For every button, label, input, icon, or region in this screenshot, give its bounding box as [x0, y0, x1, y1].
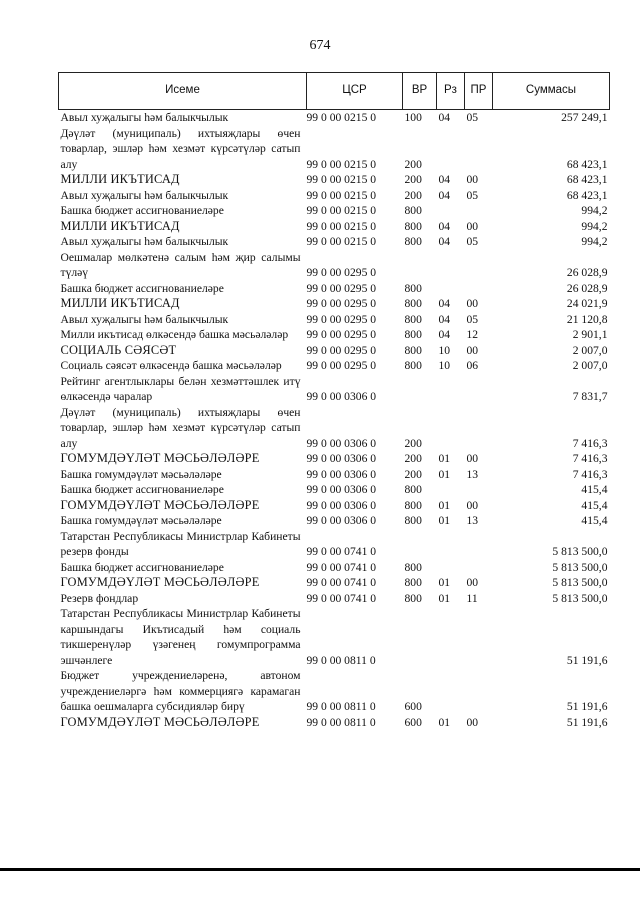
row-sum: 2 901,1 — [572, 328, 608, 341]
table-row — [59, 250, 610, 281]
row-name: Дәүләт (муниципаль) ихтыяҗлары өчен товарлар, эшләр һәм хезмәт күрсәтүләр сатып алу — [60, 405, 301, 450]
row-csr: 99 0 00 0215 0 — [306, 157, 377, 171]
row-csr: 99 0 00 0295 0 — [306, 266, 377, 279]
row-pr — [465, 281, 493, 297]
row-sum: 51 191,6 — [566, 653, 608, 667]
row-rz — [437, 560, 465, 576]
row-pr: 00 — [466, 498, 479, 512]
row-vr: 800 — [404, 359, 422, 372]
row-pr: 13 — [466, 467, 479, 481]
row-vr: 800 — [404, 514, 422, 527]
row-vr: 600 — [404, 700, 422, 713]
table-row — [59, 374, 610, 405]
row-rz: 01 — [438, 514, 451, 527]
row-sum: 7 831,7 — [572, 390, 608, 403]
row-rz — [437, 482, 465, 498]
row-rz: 01 — [438, 715, 451, 729]
row-sum: 68 423,1 — [566, 188, 608, 202]
row-csr: 99 0 00 0215 0 — [306, 204, 377, 217]
row-rz — [437, 668, 465, 715]
row-vr: 800 — [404, 297, 422, 310]
header-vr: ВР — [403, 73, 437, 110]
row-name: Башка гомумдәүләт мәсьәләләре — [60, 514, 222, 527]
row-sum: 51 191,6 — [566, 715, 608, 729]
row-csr: 99 0 00 0741 0 — [306, 591, 377, 605]
row-sum: 51 191,6 — [566, 700, 608, 713]
table-row — [59, 451, 610, 467]
row-name: Башка бюджет ассигнованиеләре — [60, 281, 224, 295]
row-name: Авыл хуҗалыгы һәм балыкчылык — [60, 111, 229, 124]
row-rz — [437, 529, 465, 560]
budget-table — [58, 72, 610, 730]
row-name: Рейтинг агентлыклары белән хезмәттәшлек итү өлкәсендә чаралар — [60, 374, 301, 403]
row-csr: 99 0 00 0215 0 — [306, 219, 377, 233]
row-sum: 68 423,1 — [566, 173, 608, 186]
row-pr — [465, 405, 493, 452]
row-vr: 800 — [404, 483, 422, 496]
row-rz: 04 — [438, 235, 451, 248]
row-csr: 99 0 00 0306 0 — [306, 452, 377, 465]
row-name: ГОМУМДӘҮЛӘТ МӘСЬӘЛӘЛӘРЕ — [60, 497, 260, 512]
row-vr: 800 — [404, 591, 422, 605]
row-csr: 99 0 00 0306 0 — [306, 498, 377, 512]
table-row — [59, 296, 610, 312]
row-pr — [465, 668, 493, 715]
page-number: 674 — [309, 38, 331, 53]
row-rz: 01 — [438, 591, 451, 605]
row-vr: 800 — [404, 281, 422, 295]
row-name: Социаль сәясәт өлкәсендә башка мәсьәләләр — [60, 359, 282, 372]
row-vr — [403, 250, 437, 281]
row-rz — [437, 405, 465, 452]
row-sum: 26 028,9 — [566, 281, 608, 295]
row-name: Башка бюджет ассигнованиеләре — [60, 483, 224, 496]
row-name: Резерв фондлар — [60, 591, 139, 605]
row-vr: 200 — [404, 157, 422, 171]
row-name: ГОМУМДӘҮЛӘТ МӘСЬӘЛӘЛӘРЕ — [60, 451, 260, 465]
row-name: Авыл хуҗалыгы һәм балыкчылык — [60, 312, 229, 326]
row-pr: 05 — [466, 235, 479, 248]
row-rz: 10 — [438, 359, 451, 372]
row-vr: 200 — [404, 173, 422, 186]
row-pr: 05 — [466, 111, 479, 124]
row-sum: 21 120,8 — [566, 312, 608, 326]
row-csr: 99 0 00 0215 0 — [306, 188, 377, 202]
row-csr: 99 0 00 0306 0 — [306, 390, 377, 403]
row-sum: 5 813 500,0 — [552, 591, 608, 605]
row-sum: 415,4 — [581, 514, 608, 527]
row-vr: 100 — [404, 111, 422, 124]
row-sum: 994,2 — [581, 235, 608, 248]
row-vr: 800 — [404, 560, 422, 574]
row-pr: 00 — [466, 343, 479, 357]
table-row — [59, 358, 610, 374]
row-sum: 994,2 — [581, 204, 608, 217]
table-row — [59, 715, 610, 731]
row-pr — [465, 560, 493, 576]
row-rz: 04 — [438, 297, 451, 310]
row-vr: 600 — [404, 715, 422, 729]
table-body — [59, 110, 610, 731]
row-rz — [437, 606, 465, 668]
row-name: Оешмалар мөлкәтенә салым һәм җир салымы түләү — [60, 250, 301, 279]
row-vr — [403, 374, 437, 405]
row-pr — [465, 126, 493, 173]
table-row — [59, 219, 610, 235]
row-name: Татарстан Республикасы Министрлар Кабинеты резерв фонды — [60, 529, 301, 558]
row-rz — [437, 374, 465, 405]
row-rz: 04 — [438, 219, 451, 233]
row-pr: 00 — [466, 173, 479, 186]
row-vr: 800 — [404, 312, 422, 326]
row-rz: 04 — [438, 188, 451, 202]
table-row — [59, 110, 610, 126]
row-rz: 01 — [438, 498, 451, 512]
row-csr: 99 0 00 0295 0 — [306, 328, 377, 341]
row-rz: 04 — [438, 173, 451, 186]
row-rz — [437, 126, 465, 173]
row-pr: 00 — [466, 297, 479, 310]
row-sum: 415,4 — [581, 483, 608, 496]
row-vr: 200 — [404, 188, 422, 202]
row-rz — [437, 250, 465, 281]
row-csr: 99 0 00 0741 0 — [306, 545, 377, 558]
row-name: Милли икътисад өлкәсендә башка мәсьәләләр — [60, 328, 289, 341]
row-name: Башка бюджет ассигнованиеләре — [60, 560, 224, 574]
table-row — [59, 668, 610, 715]
row-csr: 99 0 00 0215 0 — [306, 235, 377, 248]
row-vr: 800 — [404, 328, 422, 341]
table-row — [59, 591, 610, 607]
header-pr: ПР — [465, 73, 493, 110]
bottom-rule — [0, 868, 640, 871]
row-sum: 68 423,1 — [566, 157, 608, 171]
row-name: ГОМУМДӘҮЛӘТ МӘСЬӘЛӘЛӘРЕ — [60, 575, 260, 589]
row-csr: 99 0 00 0295 0 — [306, 281, 377, 295]
row-pr: 00 — [466, 715, 479, 729]
table-row — [59, 405, 610, 452]
row-vr: 800 — [404, 235, 422, 248]
row-csr: 99 0 00 0215 0 — [306, 111, 377, 124]
row-rz — [437, 203, 465, 219]
row-pr — [465, 606, 493, 668]
header-row — [59, 73, 610, 110]
header-sum: Суммасы — [493, 73, 610, 110]
row-rz: 04 — [438, 111, 451, 124]
row-pr — [465, 482, 493, 498]
row-name: Бюджет учреждениеләренә, автоном учреждениеләргә һәм коммерциягә карамаган башка оешмаларга субсидияләр бирү — [60, 669, 301, 713]
table-row — [59, 606, 610, 668]
row-sum: 5 813 500,0 — [552, 576, 608, 589]
table-row — [59, 188, 610, 204]
table-row — [59, 172, 610, 188]
table-row — [59, 482, 610, 498]
row-name: МИЛЛИ ИКЪТИСАД — [60, 296, 180, 310]
row-pr: 06 — [466, 359, 479, 372]
table-row — [59, 498, 610, 514]
row-sum: 5 813 500,0 — [552, 560, 608, 574]
row-sum: 2 007,0 — [572, 343, 608, 357]
row-vr: 200 — [404, 452, 422, 465]
row-name: Авыл хуҗалыгы һәм балыкчылык — [60, 235, 229, 248]
row-vr: 800 — [404, 498, 422, 512]
row-name: МИЛЛИ ИКЪТИСАД — [60, 218, 180, 233]
table-row — [59, 126, 610, 173]
row-name: СОЦИАЛЬ СӘЯСӘТ — [60, 342, 177, 357]
row-csr: 99 0 00 0295 0 — [306, 343, 377, 357]
row-pr: 00 — [466, 219, 479, 233]
row-vr: 800 — [404, 343, 422, 357]
row-vr: 200 — [404, 436, 422, 450]
row-pr: 05 — [466, 188, 479, 202]
row-pr — [465, 250, 493, 281]
row-sum: 5 813 500,0 — [552, 545, 608, 558]
row-pr — [465, 203, 493, 219]
row-csr: 99 0 00 0306 0 — [306, 467, 377, 481]
table-row — [59, 343, 610, 359]
table-row — [59, 203, 610, 219]
row-pr: 00 — [466, 452, 479, 465]
table-row — [59, 281, 610, 297]
row-vr: 800 — [404, 204, 422, 217]
row-pr — [465, 529, 493, 560]
row-csr: 99 0 00 0306 0 — [306, 514, 377, 527]
header-name: Исеме — [59, 73, 307, 110]
row-rz: 10 — [438, 343, 451, 357]
row-name: Башка гомумдәүләт мәсьәләләре — [60, 467, 222, 481]
row-vr: 200 — [404, 467, 422, 481]
header-rz: Рз — [437, 73, 465, 110]
table-row — [59, 575, 610, 591]
row-csr: 99 0 00 0811 0 — [306, 700, 376, 713]
table-row — [59, 560, 610, 576]
table-row — [59, 234, 610, 250]
row-sum: 7 416,3 — [572, 436, 608, 450]
row-csr: 99 0 00 0741 0 — [306, 560, 377, 574]
row-rz: 01 — [438, 576, 451, 589]
row-name: ГОМУМДӘҮЛӘТ МӘСЬӘЛӘЛӘРЕ — [60, 714, 260, 729]
row-csr: 99 0 00 0811 0 — [306, 715, 376, 729]
row-sum: 24 021,9 — [566, 297, 608, 310]
row-sum: 7 416,3 — [572, 452, 608, 465]
row-vr — [403, 606, 437, 668]
row-vr: 800 — [404, 576, 422, 589]
row-pr — [465, 374, 493, 405]
table-row — [59, 467, 610, 483]
table-header — [59, 73, 610, 110]
row-rz: 04 — [438, 312, 451, 326]
row-sum: 994,2 — [581, 219, 608, 233]
row-pr: 05 — [466, 312, 479, 326]
table-row — [59, 312, 610, 328]
row-pr: 00 — [466, 576, 479, 589]
row-rz: 01 — [438, 467, 451, 481]
row-pr: 13 — [466, 514, 479, 527]
table-row — [59, 529, 610, 560]
row-rz: 01 — [438, 452, 451, 465]
row-sum: 26 028,9 — [566, 266, 608, 279]
row-csr: 99 0 00 0295 0 — [306, 297, 377, 310]
row-name: Дәүләт (муниципаль) ихтыяҗлары өчен товарлар, эшләр һәм хезмәт күрсәтүләр сатып алу — [60, 126, 301, 171]
row-pr: 11 — [466, 591, 478, 605]
row-rz — [437, 281, 465, 297]
header-csr: ЦСР — [307, 73, 403, 110]
row-sum: 415,4 — [581, 498, 608, 512]
row-sum: 257 249,1 — [561, 111, 608, 124]
row-name: Татарстан Республикасы Министрлар Кабинеты каршындагы Икътисадый һәм социаль тикшеренүләр үзәгенең гомумпрограмма эшчәнлеге — [60, 607, 301, 667]
row-sum: 7 416,3 — [572, 467, 608, 481]
row-rz: 04 — [438, 328, 451, 341]
row-csr: 99 0 00 0811 0 — [306, 653, 376, 667]
row-vr: 800 — [404, 219, 422, 233]
row-csr: 99 0 00 0295 0 — [306, 359, 377, 372]
row-csr: 99 0 00 0306 0 — [306, 483, 377, 496]
row-name: Башка бюджет ассигнованиеләре — [60, 204, 224, 217]
table-row — [59, 327, 610, 343]
row-csr: 99 0 00 0215 0 — [306, 173, 377, 186]
row-sum: 2 007,0 — [572, 359, 608, 372]
row-csr: 99 0 00 0741 0 — [306, 576, 377, 589]
table-row — [59, 513, 610, 529]
row-csr: 99 0 00 0295 0 — [306, 312, 377, 326]
row-csr: 99 0 00 0306 0 — [306, 436, 377, 450]
row-name: МИЛЛИ ИКЪТИСАД — [60, 172, 180, 186]
row-pr: 12 — [466, 328, 479, 341]
row-vr — [403, 529, 437, 560]
row-name: Авыл хуҗалыгы һәм балыкчылык — [60, 188, 229, 202]
